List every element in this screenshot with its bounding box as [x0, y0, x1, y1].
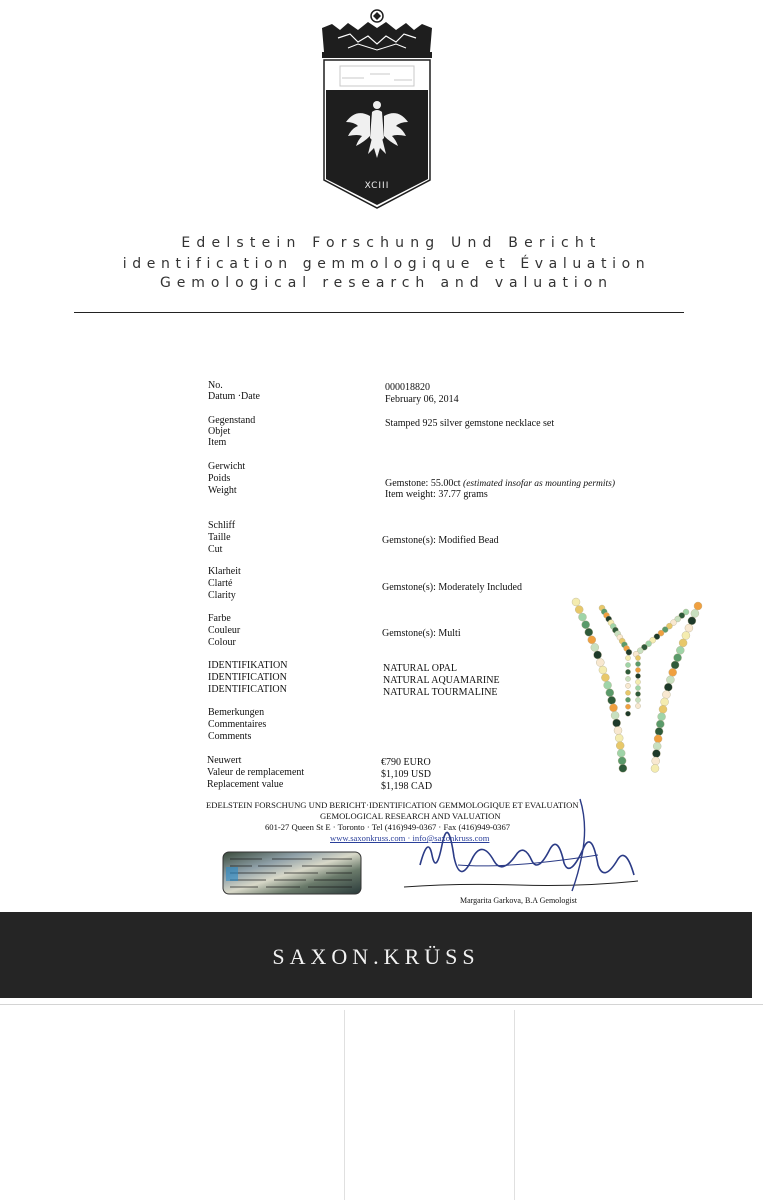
bead — [594, 651, 602, 659]
value-euro: €790 EURO — [381, 757, 431, 768]
value-weight-note: (estimated insofar as mounting permits) — [463, 479, 616, 489]
label-gegenstand: Gegenstand — [208, 415, 256, 426]
bead — [651, 764, 659, 772]
bead — [625, 669, 630, 674]
bead — [579, 613, 587, 621]
bead — [614, 727, 622, 735]
bead — [591, 643, 599, 651]
bead — [596, 659, 604, 667]
label-poids: Poids — [208, 473, 231, 484]
bead — [585, 628, 593, 636]
bead — [610, 704, 618, 712]
bead — [617, 749, 625, 757]
crest-logo — [318, 8, 436, 213]
bead — [671, 661, 679, 669]
label-objet: Objet — [208, 426, 231, 437]
value-report-number: 000018820 — [385, 382, 430, 393]
label-neuwert: Neuwert — [207, 755, 242, 766]
bead — [625, 676, 630, 681]
value-item: Stamped 925 silver gemstone necklace set — [385, 418, 555, 429]
value-cut: Gemstone(s): Modified Bead — [382, 535, 499, 546]
bead — [676, 646, 684, 654]
bead — [664, 683, 672, 691]
bead — [652, 757, 660, 765]
bead — [635, 703, 640, 708]
header-divider — [74, 312, 684, 313]
bead — [635, 673, 640, 678]
bead — [674, 654, 682, 662]
value-identification-1: NATURAL OPAL — [383, 663, 457, 674]
header-french: identification gemmologique et Évaluation — [122, 256, 651, 272]
bead — [662, 691, 670, 699]
bead — [635, 679, 640, 684]
scan-fold-line — [514, 1010, 515, 1200]
label-colour: Colour — [208, 637, 236, 648]
bead — [656, 720, 664, 728]
signature-image — [398, 795, 648, 900]
bead — [658, 713, 666, 721]
bead — [611, 711, 619, 719]
bead — [679, 639, 687, 647]
bead — [619, 764, 627, 772]
bead — [588, 636, 596, 644]
header-english: Gemological research and valuation — [160, 275, 613, 291]
bead — [635, 691, 640, 696]
bead — [666, 676, 674, 684]
bead — [654, 735, 662, 743]
label-clarte: Clarté — [208, 578, 233, 589]
label-identifikation: IDENTIFIKATION — [208, 660, 288, 671]
label-farbe: Farbe — [208, 613, 231, 624]
label-identification-en: IDENTIFICATION — [208, 684, 287, 695]
bead — [685, 624, 693, 632]
bead — [635, 655, 640, 660]
necklace-photo — [562, 592, 712, 777]
label-klarheit: Klarheit — [208, 566, 241, 577]
header-german: Edelstein Forschung Und Bericht — [181, 235, 602, 251]
footer-address: 601-27 Queen St E · Toronto · Tel (416)949-0367 · Fax (416)949-0367 — [265, 822, 511, 832]
label-comments: Comments — [208, 731, 252, 742]
bead — [616, 742, 624, 750]
label-item: Item — [208, 437, 227, 448]
bead — [652, 750, 660, 758]
bead — [625, 683, 630, 688]
bead — [582, 621, 590, 629]
footer-web[interactable]: www.saxonkruss.com · info@saxonkruss.com — [330, 833, 490, 843]
bead — [669, 668, 677, 676]
bead — [625, 655, 630, 660]
footer-company: EDELSTEIN FORSCHUNG UND BERICHT·IDENTIFICATION GEMMOLOGIQUE ET EVALUATION — [206, 800, 579, 810]
bead — [615, 734, 623, 742]
label-replacement-value: Replacement value — [207, 779, 284, 790]
label-couleur: Couleur — [208, 625, 241, 636]
bead — [572, 598, 580, 606]
crown-icon — [322, 10, 432, 58]
bead — [635, 667, 640, 672]
value-identification-2: NATURAL AQUAMARINE — [383, 675, 500, 686]
brand-name: SAXON.KRÜSS — [272, 944, 480, 969]
label-schliff: Schliff — [208, 520, 236, 531]
bead — [694, 602, 702, 610]
label-gerwicht: Gerwicht — [208, 461, 246, 472]
bead — [688, 617, 696, 625]
label-commentaires: Commentaires — [208, 719, 267, 730]
bead — [604, 681, 612, 689]
bead — [635, 661, 640, 666]
value-date: February 06, 2014 — [385, 394, 459, 405]
label-valeur-remplacement: Valeur de remplacement — [207, 767, 305, 778]
bead — [625, 704, 630, 709]
label-bemerkungen: Bemerkungen — [208, 707, 265, 718]
bead — [635, 697, 640, 702]
value-usd: $1,109 USD — [381, 769, 432, 780]
necklace-beads — [572, 598, 702, 772]
bead — [682, 632, 690, 640]
bead — [599, 666, 607, 674]
label-clarity: Clarity — [208, 590, 236, 601]
label-date: Datum ·Date — [208, 391, 260, 402]
value-gemstone-carat: Gemstone: 55.00ct — [385, 478, 461, 489]
bead — [575, 606, 583, 614]
value-colour: Gemstone(s): Multi — [382, 628, 461, 639]
bead — [608, 696, 616, 704]
bead — [601, 674, 609, 682]
value-clarity: Gemstone(s): Moderately Included — [382, 582, 522, 593]
label-identification-fr: IDENTIFICATION — [208, 672, 287, 683]
value-cad: $1,198 CAD — [381, 781, 433, 792]
bead — [625, 662, 630, 667]
bead — [635, 685, 640, 690]
scan-fold-line — [344, 1010, 345, 1200]
hologram-sticker — [222, 851, 362, 895]
bead — [625, 697, 630, 702]
bead — [625, 711, 630, 716]
crest-numeral: XCIII — [364, 181, 390, 191]
bead — [618, 757, 626, 765]
bead — [655, 728, 663, 736]
label-taille: Taille — [208, 532, 231, 543]
bead — [626, 649, 632, 655]
label-weight: Weight — [208, 485, 237, 496]
page-edge — [0, 1004, 763, 1005]
bead — [625, 690, 630, 695]
bead — [691, 609, 699, 617]
label-cut: Cut — [208, 544, 223, 555]
label-no: No. — [208, 380, 223, 391]
value-item-weight: Item weight: 37.77 grams — [385, 489, 488, 500]
bead — [613, 719, 621, 727]
bead — [661, 698, 669, 706]
bead — [659, 705, 667, 713]
footer-subtitle: GEMOLOGICAL RESEARCH AND VALUATION — [320, 811, 501, 821]
bead — [653, 742, 661, 750]
bead — [606, 689, 614, 697]
value-identification-3: NATURAL TOURMALINE — [383, 687, 498, 698]
signatory-name: Margarita Garkova, B.A Gemologist — [460, 896, 577, 905]
